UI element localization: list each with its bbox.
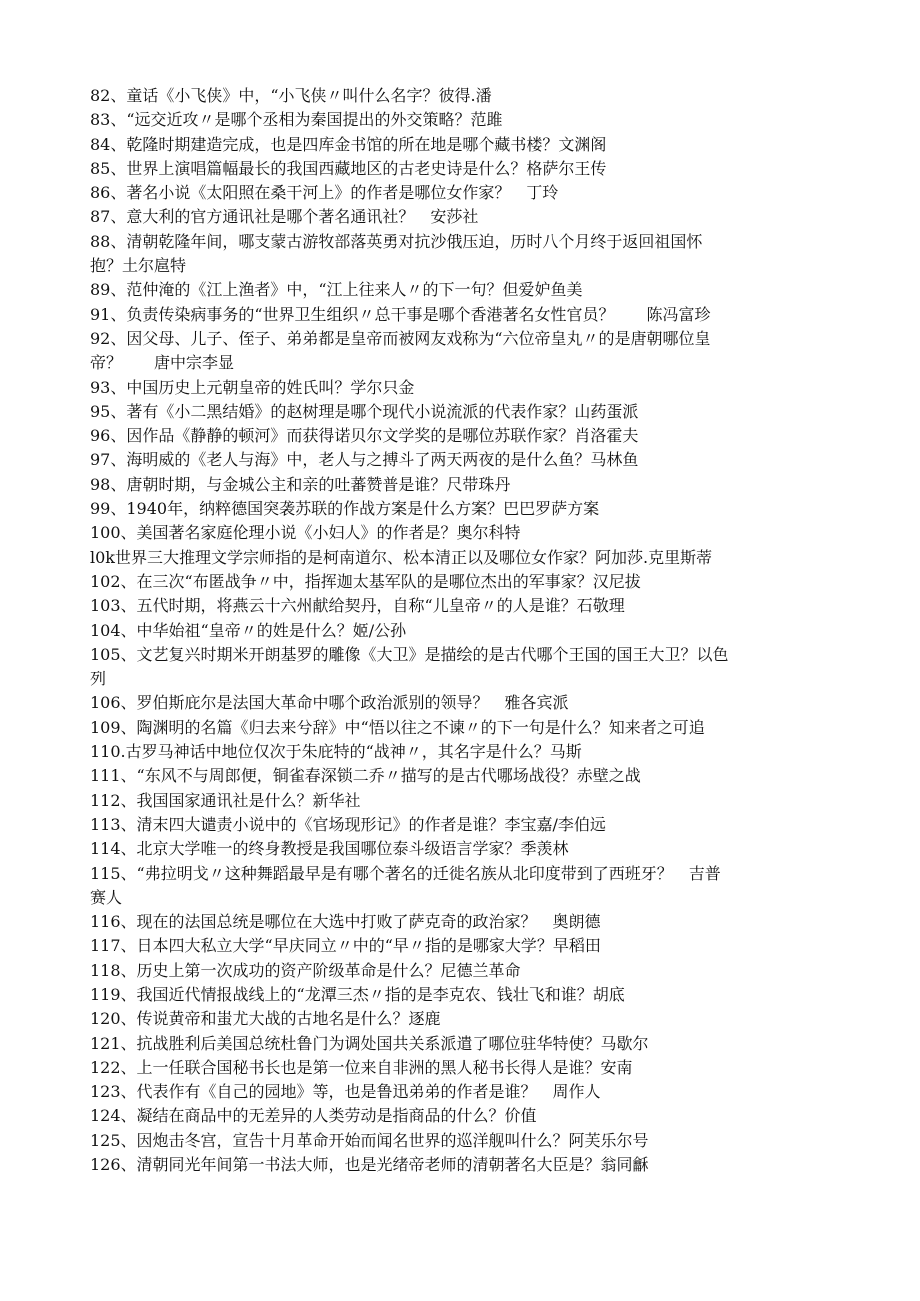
text-line: 100、美国著名家庭伦理小说《小妇人》的作者是？奥尔科特 bbox=[90, 523, 521, 543]
text-line: 122、上一任联合国秘书长也是第一位来自非洲的黑人秘书长得人是谁？安南 bbox=[90, 1057, 633, 1077]
text-line: 92、因父母、儿子、侄子、弟弟都是皇帝而被网友戏称为“六位帝皇丸〃的是唐朝哪位皇 bbox=[90, 328, 711, 348]
text-line: 96、因作品《静静的顿河》而获得诺贝尔文学奖的是哪位苏联作家？肖洛霍夫 bbox=[90, 426, 639, 446]
text-line: 帝？ 唐中宗李显 bbox=[90, 353, 235, 373]
text-line: 99、1940年，纳粹德国突袭苏联的作战方案是什么方案？巴巴罗萨方案 bbox=[90, 499, 600, 519]
text-line: 104、中华始祖“皇帝〃的姓是什么？姬/公孙 bbox=[90, 620, 407, 640]
text-line: 114、北京大学唯一的终身教授是我国哪位泰斗级语言学家？季羡林 bbox=[90, 839, 569, 859]
text-line: 抱？土尔扈特 bbox=[90, 256, 187, 276]
text-line: 111、“东风不与周郎便，铜雀春深锁二乔〃描写的是古代哪场战役？赤壁之战 bbox=[90, 766, 641, 786]
text-line: 110.古罗马神话中地位仅次于朱庇特的“战神〃，其名字是什么？马斯 bbox=[90, 742, 582, 762]
text-line: l0k世界三大推理文学宗师指的是柯南道尔、松本清正以及哪位女作家？阿加莎.克里斯蒂 bbox=[90, 547, 713, 567]
text-line: 91、负责传染病事务的“世界卫生组织〃总干事是哪个香港著名女性官员？ 陈冯富珍 bbox=[90, 304, 711, 324]
text-line: 119、我国近代情报战线上的“龙潭三杰〃指的是李克农、钱壮飞和谁？胡底 bbox=[90, 984, 625, 1004]
text-line: 118、历史上第一次成功的资产阶级革命是什么？尼德兰革命 bbox=[90, 960, 521, 980]
text-line: 124、凝结在商品中的无差异的人类劳动是指商品的什么？价值 bbox=[90, 1106, 537, 1126]
text-line: 85、世界上演唱篇幅最长的我国西藏地区的古老史诗是什么？格萨尔王传 bbox=[90, 158, 607, 178]
text-line: 103、五代时期，将燕云十六州献给契丹，自称“儿皇帝〃的人是谁？石敬理 bbox=[90, 596, 625, 616]
text-line: 83、“远交近攻〃是哪个丞相为秦国提出的外交策略？范雎 bbox=[90, 110, 503, 130]
text-line: 列 bbox=[90, 669, 107, 689]
text-line: 88、清朝乾隆年间，哪支蒙古游牧部落英勇对抗沙俄压迫，历时八个月终于返回祖国怀 bbox=[90, 231, 703, 251]
text-line: 112、我国国家通讯社是什么？新华社 bbox=[90, 790, 361, 810]
text-line: 97、海明威的《老人与海》中，老人与之搏斗了两天两夜的是什么鱼？马林鱼 bbox=[90, 450, 639, 470]
text-line: 93、中国历史上元朝皇帝的姓氏叫？学尔只金 bbox=[90, 377, 415, 397]
text-line: 121、抗战胜利后美国总统杜鲁门为调处国共关系派遣了哪位驻华特使？马歇尔 bbox=[90, 1033, 649, 1053]
text-line: 95、著有《小二黑结婚》的赵树理是哪个现代小说流派的代表作家？山药蛋派 bbox=[90, 401, 639, 421]
text-line: 102、在三次“布匿战争〃中，指挥迦太基军队的是哪位杰出的军事家？汉尼拔 bbox=[90, 571, 641, 591]
text-line: 115、“弗拉明戈〃这种舞蹈最早是有哪个著名的迁徙名族从北印度带到了西班牙？ 吉普 bbox=[90, 863, 721, 883]
text-line: 98、唐朝时期，与金城公主和亲的吐蕃赞普是谁？尺带珠丹 bbox=[90, 474, 511, 494]
text-line: 赛人 bbox=[90, 887, 123, 907]
text-line: 105、文艺复兴时期米开朗基罗的雕像《大卫》是描绘的是古代哪个王国的国王大卫？以色 bbox=[90, 644, 729, 664]
text-line: 113、清末四大谴责小说中的《官场现形记》的作者是谁？李宝嘉/李伯远 bbox=[90, 814, 606, 834]
text-line: 126、清朝同光年间第一书法大师，也是光绪帝老师的清朝著名大臣是？翁同龢 bbox=[90, 1155, 649, 1175]
text-line: 120、传说黄帝和蚩尤大战的古地名是什么？逐鹿 bbox=[90, 1009, 441, 1029]
text-line: 123、代表作有《自己的园地》等，也是鲁迅弟弟的作者是谁？ 周作人 bbox=[90, 1082, 601, 1102]
text-line: 109、陶渊明的名篇《归去来兮辞》中“悟以往之不谏〃的下一句是什么？知来者之可追 bbox=[90, 717, 705, 737]
text-line: 106、罗伯斯庇尔是法国大革命中哪个政治派别的领导？ 雅各宾派 bbox=[90, 693, 569, 713]
text-line: 89、范仲淹的《江上渔者》中，“江上往来人〃的下一句？但爱妒鱼美 bbox=[90, 280, 583, 300]
text-line: 84、乾隆时期建造完成，也是四库金书馆的所在地是哪个藏书楼？文渊阁 bbox=[90, 134, 607, 154]
text-line: 125、因炮击冬宫，宣告十月革命开始而闻名世界的巡洋舰叫什么？阿芙乐尔号 bbox=[90, 1130, 649, 1150]
text-line: 87、意大利的官方通讯社是哪个著名通讯社？ 安莎社 bbox=[90, 207, 479, 227]
document-page bbox=[90, 84, 830, 1177]
text-line: 82、童话《小飞侠》中，“小飞侠〃叫什么名字？彼得.潘 bbox=[90, 86, 492, 105]
text-line: 116、现在的法国总统是哪位在大选中打败了萨克奇的政治家？ 奥朗德 bbox=[90, 912, 601, 932]
text-line: 117、日本四大私立大学“早庆同立〃中的“早〃指的是哪家大学？早稻田 bbox=[90, 936, 601, 956]
text-line: 86、著名小说《太阳照在桑干河上》的作者是哪位女作家？ 丁玲 bbox=[90, 183, 559, 203]
